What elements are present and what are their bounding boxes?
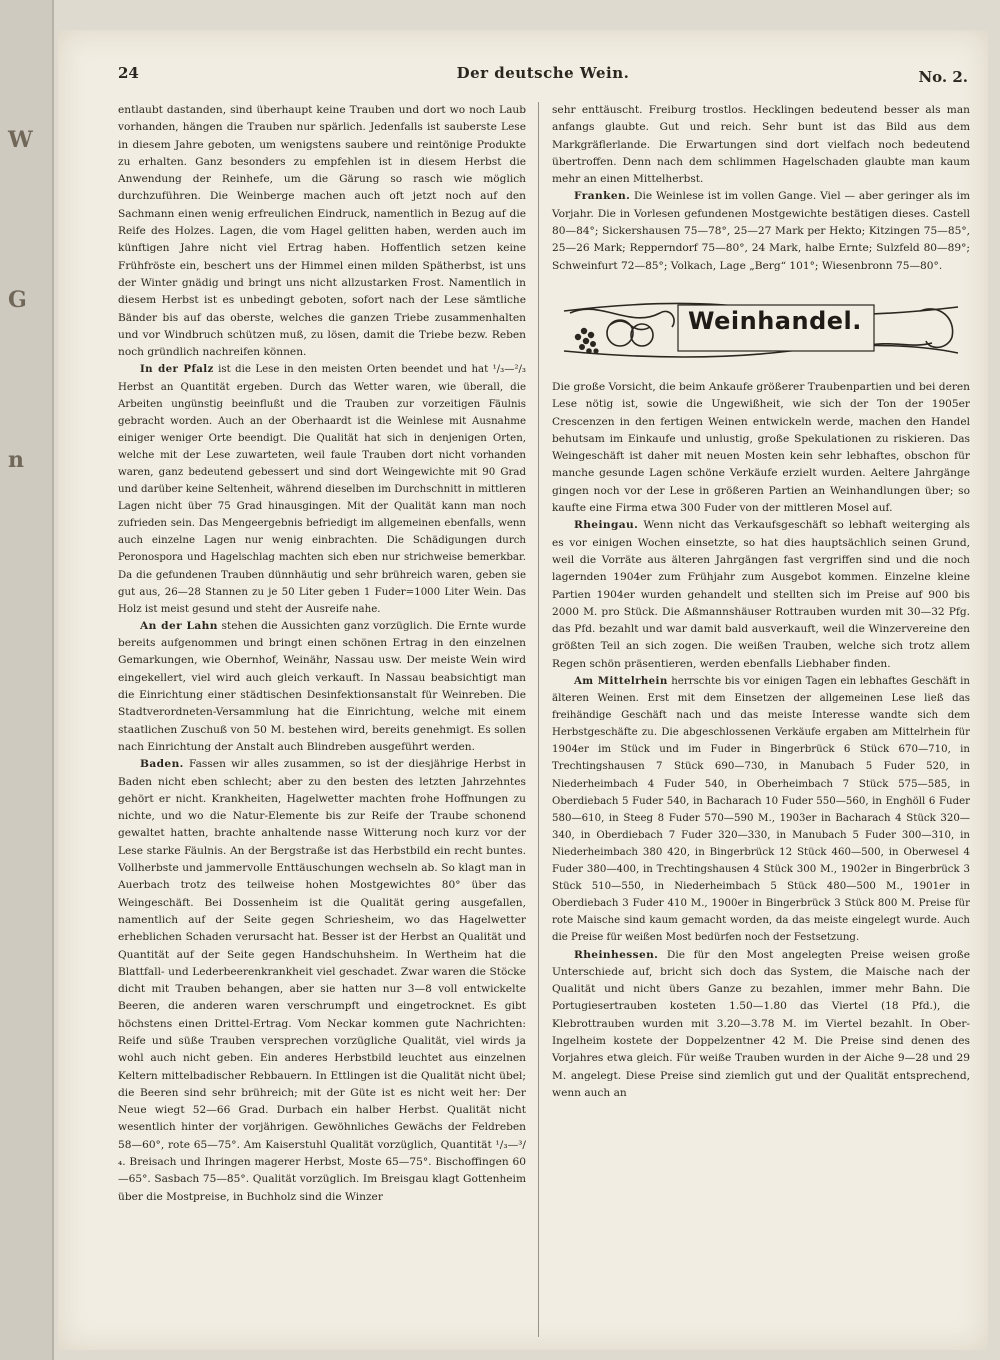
paragraph-continued: sehr enttäuscht. Freiburg trostlos. Hecklingen bedeutend besser als man anfangs glaubte. Gut und reich. Sehr bunt ist das Bild aus dem Markgräflerlande. Die Erwartungen sind dort vielfach noch bedeutend übertroffen. Denn nach dem schlimmen Hagelschaden glaubte man kaum mehr an einen Mittelherbst. — [552, 104, 970, 186]
paragraph-baden — [118, 756, 526, 1206]
scan-page-edge — [0, 0, 54, 1360]
column-rule — [538, 102, 539, 1337]
lead-rheinhessen: Rheinhessen. — [574, 948, 659, 961]
body-rheingau: Wenn nicht das Verkaufsgeschäft so lebhaft weiterging als es vor einigen Wochen einsetzte, so hat dies hauptsächlich seinen Grund, weil die Vorräte aus älteren Jahrgängen fast vergriffen sind und die noch lagernden 1904er zum Frühjahr zum Ausgebot kommen. Einzelne kleine Partien 1904er wurden gehandelt und stellten sich im Preise auf 900 bis 2000 M. pro Stück. Die Aßmannshäuser Rottrauben wurden mit 30—32 Pfg. das Pfd. bezahlt und war damit bald ausverkauft, weil die Winzervereine den größten Teil an sich zogen. Die weißen Trauben, welche sich trotz allem Regen schön präsentieren, werden ebenfalls Liebhaber finden. — [552, 519, 970, 670]
paragraph-franken — [552, 188, 970, 274]
section-title: Weinhandel. — [688, 306, 862, 335]
paragraph-weinhandel: Die große Vorsicht, die beim Ankaufe größerer Traubenpartien und bei deren Lese nötig ist, sowie die Ungewißheit, wie sich der Ton der 1905er Crescenzen in den fertigen Weinen entwickeln werde, machen den Handel behutsam im Einkaufe und unlustig, große Spekulationen zu riskieren. Das Weingeschäft ist daher mit neuen Mosten kein sehr lebhaftes, obschon für manche gesunde Lagen schöne Verkäufe erzielt wurden. Aeltere Jahrgänge gingen noch vor der Lese in größeren Partien an Weinhandlungen über; so kaufte eine Firma etwa 300 Fuder von der mittleren Mosel auf. — [552, 380, 970, 515]
lead-franken: Franken. — [574, 190, 631, 203]
paragraph-mittelrhein — [552, 673, 970, 947]
lead-rheingau: Rheingau. — [574, 519, 639, 532]
body-pfalz: ist die Lese in den meisten Orten beendet und hat ¹/₃—²/₃ Herbst an Quantität ergeben. Durch das Wetter waren, wie überall, die Arbeiten ungünstig beeinflußt und die Trauben zur vorzeitigen Fäulnis gebracht worden. Auch an der Oberhaardt ist die Weinlese mit Ausnahme einiger weniger Orte beendigt. Die Qualität hat sich in denjenigen Orten, welche mit der Lese zuwarteten, weil faule Trauben dort nicht vorhanden waren, ganz bedeutend gebessert und sind dort Weingewichte mit 90 Grad und darüber keine Seltenheit, während dieselben im Durchschnitt in mittleren Lagen nicht über 75 Grad hinausgingen. Mit der Qualität kann man noch zufrieden sein. Das Mengeergebnis befriedigt im allgemeinen ebenfalls, wenn auch einzelne Lagen nur wenig einbrachten. Die Schädigungen durch Peronospora und Hagelschlag machten sich eben nur strichweise bemerkbar. Da die gefundenen Trauben dünnhäutig und sehr brühreich waren, geben sie gut aus, 26—28 Stannen zu je 50 Liter geben 1 Fuder=1000 Liter Wein. Das Holz ist meist gesund und steht der Ausreife nahe. — [118, 364, 526, 615]
right-column — [552, 102, 970, 1102]
lead-pfalz: In der Pfalz — [140, 363, 214, 376]
issue-number: No. 2. — [918, 68, 968, 86]
left-column — [118, 102, 526, 1206]
paragraph-rheingau — [552, 517, 970, 673]
body-franken: Die Weinlese ist im vollen Gange. Viel — aber geringer als im Vorjahr. Die in Vorlesen gefundenen Mostgewichte bestätigen dieses. Castell 80—84°; Sickershausen 75—78°, 25—27 Mark per Hekto; Kitzingen 75—85°, 25—26 Mark; Repperndorf 75—80°, 24 Mark, halbe Ernte; Sulzfeld 80—89°; Schweinfurt 72—85°; Volkach, Lage „Berg“ 101°; Wiesenbronn 75—80°. — [552, 190, 970, 272]
newspaper-page — [58, 30, 988, 1350]
body-mittelrhein: herrschte bis vor einigen Tagen ein lebhaftes Geschäft in älteren Weinen. Erst mit dem Einsetzen der allgemeinen Lese ließ das freihändige Geschäft nach und das meiste Interesse wandte sich dem Herbstgeschäfte zu. Die abgeschlossenen Verkäufe ergaben am Mittelrhein für 1904er im Stück und im Fuder in Bingerbrück 6 Stück 670—710, in Trechtingshausen 7 Stück 690—730, in Manubach 5 Fuder 520, in Niederheimbach 4 Fuder 540, in Oberheimbach 7 Stück 575—585, in Oberdiebach 5 Fuder 540, in Bacharach 10 Fuder 550—560, in Enghöll 6 Fuder 580—610, in Steeg 8 Fuder 570—590 M., 1903er in Bacharach 4 Stück 320—340, in Oberdiebach 7 Fuder 320—330, in Manubach 5 Fuder 300—310, in Niederheimbach 380 420, in Bingerbrück 12 Stück 460—500, in Oberwesel 4 Fuder 380—400, in Trechtingshausen 4 Stück 300 M., 1902er in Bingerbrück 3 Stück 510—550, in Niederheimbach 5 Stück 480—500 M., 1901er in Oberdiebach 3 Fuder 410 M., 1900er in Bingerbrück 3 Stück 800 M. Preise für rote Maische sind kaum gemacht worden, da das meiste eingelegt wurde. Auch die Preise für weißen Most bedürfen noch der Festsetzung. — [552, 676, 970, 944]
body-baden: Fassen wir alles zusammen, so ist der diesjährige Herbst in Baden nicht eben schlecht; aber zu den besten des letzten Jahrzehntes gehört er nicht. Krankheiten, Hagelwetter machten frohe Hoffnungen zu nichte, und wo die Natur-Elemente bis zur Reife der Traube schonend gewaltet hatten, brachte anhaltende nasse Witterung noch kurz vor der Lese starke Fäulnis. An der Bergstraße ist das Herbstbild ein recht buntes. Vollherbste und jammervolle Enttäuschungen wechseln ab. So klagt man in Auerbach trotz des teilweise hohen Mostgewichtes 80° über das Weingeschäft. Bei Dossenheim ist die Qualität gering ausgefallen, namentlich auf der Seite gegen Schriesheim, wo das Hagelwetter erheblichen Schaden verursacht hat. Besser ist der Herbst an Qualität und Quantität auf der Seite gegen Handschuhsheim. In Wertheim hat die Blattfall- und Lederbeerenkrankheit viel geschadet. Zwar waren die Stöcke dicht mit Trauben behangen, aber sie hatten nur 3—8 voll entwickelte Beeren, die anderen waren verschrumpft und eingetrocknet. Es gibt höchstens einen Drittel-Ertrag. Vom Neckar kommen gute Nachrichten: Reife und süße Trauben versprechen vorzügliche Qualität, viel wirds ja wohl auch nicht geben. Ein anderes Herbstbild leuchtet aus einzelnen Keltern mittelbadischer Rebbauern. In Ettlingen ist die Qualität nicht übel; die Beeren sind sehr brühreich; mit der Güte ist es nicht weit her: Der Neue wiegt 52—66 Grad. Durbach ein halber Herbst. Qualität nicht wesentlich hinter der vorjährigen. Gewöhnliches Gewächs der Feldreben 58—60°, rote 65—75°. Am Kaiserstuhl Qualität vorzüglich, Quantität ¹/₃—³/₄. Breisach und Ihringen magerer Herbst, Moste 65—75°. Bischoffingen 60—65°. Sasbach 75—85°. Qualität vorzüglich. Im Breisgau klagt Gottenheim über die Mostpreise, in Buchholz sind die Winzer — [118, 758, 526, 1203]
previous-page-fragment: W G n — [8, 127, 33, 473]
lead-lahn: An der Lahn — [140, 619, 218, 632]
lead-baden: Baden. — [140, 758, 184, 771]
body-lahn: stehen die Aussichten ganz vorzüglich. Die Ernte wurde bereits aufgenommen und bringt einen schönen Ertrag in den einzelnen Gemarkungen, wie Obernhof, Weinähr, Nassau usw. Der meiste Wein wird eingekellert, viel wird auch gleich verkauft. In Nassau beabsichtigt man die Einrichtung einer städtischen Desinfektionsanstalt für Weinreben. Die Stadtverordneten-Versammlung hat die Einrichtung, welche mit einem staatlichen Zuschuß von 50 M. bestehen wird, bereits genehmigt. Es sollen nach Einrichtung der Anstalt auch Blindreben ausgeführt werden. — [118, 619, 526, 753]
paragraph-pfalz — [118, 361, 526, 617]
page-header — [118, 62, 968, 86]
page-number: 24 — [118, 64, 139, 82]
paragraph-rheinhessen — [552, 947, 970, 1103]
journal-title: Der deutsche Wein. — [456, 64, 630, 82]
section-heading-ornament — [560, 289, 962, 367]
body-rheinhessen: Die für den Most angelegten Preise weisen große Unterschiede auf, bricht sich doch das System, die Maische nach der Qualität und nicht übers Ganze zu bezahlen, immer mehr Bahn. Die Portugiesertrauben kosteten 1.50—1.80 das Viertel (18 Pfd.), die Klebrottrauben wurden mit 3.20—3.78 M. im Viertel bezahlt. In Ober-Ingelheim kostete der Doppelzentner 42 M. Die Preise sind denen des Vorjahres etwa gleich. Für weiße Trauben wurden in der Aiche 9—28 und 29 M. angelegt. Diese Preise sind ziemlich gut und der Qualität entsprechend, wenn auch an — [552, 948, 970, 1099]
paragraph-lahn — [118, 618, 526, 756]
paragraph-intro: entlaubt dastanden, sind überhaupt keine Trauben und dort wo noch Laub vorhanden, hängen die Trauben nur spärlich. Jedenfalls ist sauberste Lese in diesem Jahre geboten, um wenigstens saubere und reintönige Produkte zu erhalten. Ganz besonders zu empfehlen ist in diesem Herbst die Anwendung der Reinhefe, um die Gärung so rasch wie möglich durchzuführen. Die Weinberge machen auch oft jetzt noch auf den Sachmann einen wenig erfreulichen Eindruck, namentlich in Bezug auf die Reife des Holzes. Lagen, die vom Hagel gelitten haben, werden auch im künftigen Jahre nicht viel Ertrag haben. Hoffentlich setzen keine Frühfröste ein, beschert uns der Himmel einen milden Spätherbst, ist uns der Winter gnädig und bringt uns nicht allzustarken Frost. Namentlich in diesem Herbst ist es unbedingt geboten, sofort nach der Lese sämtliche Bänder bis auf das oberste, welches die ganzen Triebe zusammenhalten und vor Windbruch schützen muß, zu lösen, damit die Triebe bezw. Reben noch gründlich nachreifen können. — [118, 104, 526, 359]
lead-mittelrhein: Am Mittelrhein — [574, 675, 668, 688]
